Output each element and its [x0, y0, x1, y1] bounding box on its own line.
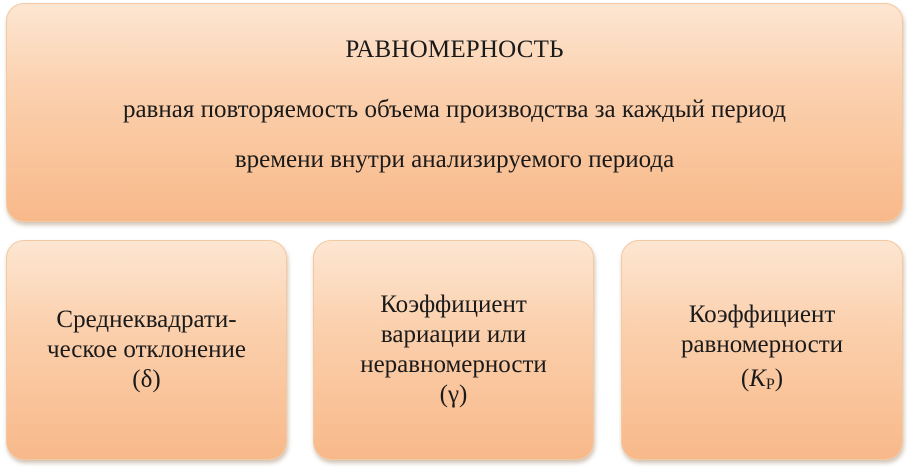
uniformity-definition-box [6, 3, 903, 222]
variation-label-line-1: Коэффициент [380, 291, 527, 318]
uniformity-description [123, 85, 786, 185]
uniformity-coef-label-line-2: равномерности [680, 331, 844, 358]
symbol-close-paren: ) [774, 365, 784, 392]
uniformity-coef-symbol [741, 364, 783, 400]
std-dev-label-line-2: ческое отклонение [47, 336, 246, 363]
variation-label-line-2: вариации или [380, 321, 527, 348]
variation-coefficient-box [313, 240, 594, 460]
standard-deviation-box [6, 240, 287, 460]
uniformity-coef-label-line-1: Коэффициент [688, 301, 836, 328]
uniformity-title: РАВНОМЕРНОСТЬ [345, 36, 564, 63]
symbol-k: K [749, 365, 766, 392]
std-dev-symbol: (δ) [132, 366, 161, 393]
description-line-1: равная повторяемость объема производства за каждый период [122, 96, 787, 123]
uniformity-coefficient-box [621, 240, 903, 460]
variation-symbol: (γ) [439, 381, 468, 408]
description-line-2: времени внутри анализируемого периода [234, 146, 675, 173]
symbol-subscript-r: Р [765, 376, 775, 393]
symbol-open-paren: ( [740, 365, 750, 392]
std-dev-label-line-1: Среднеквадрати- [56, 306, 237, 333]
variation-label-line-3: неравномерности [360, 351, 547, 378]
